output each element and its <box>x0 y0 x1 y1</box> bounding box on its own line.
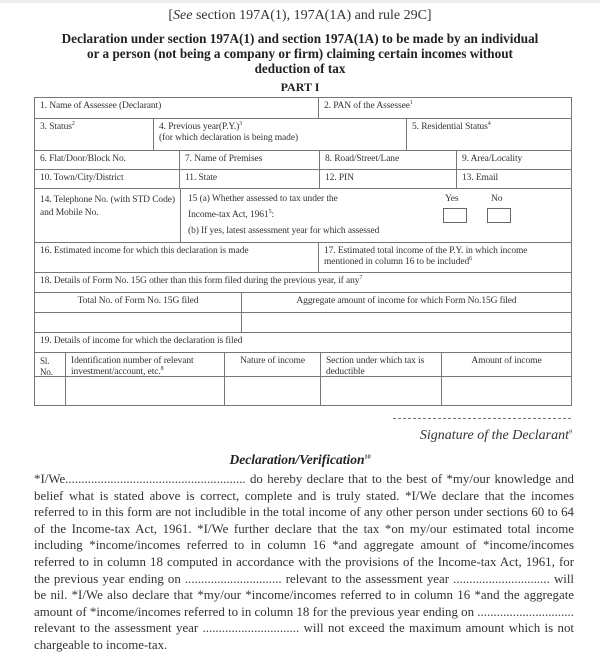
form-15g-total-input[interactable] <box>35 313 242 333</box>
row-section-input[interactable] <box>321 377 442 405</box>
row-sl-no-input[interactable] <box>35 377 66 405</box>
form-title: Declaration under section 197A(1) and section 197A(1A) to be made by an individual or a person (not being a company or firm) claiming certain incomes without deduction of tax <box>61 31 539 76</box>
field-estimated-income[interactable]: 16. Estimated income for which this declaration is made <box>35 243 319 273</box>
row-amount-input[interactable] <box>442 377 571 405</box>
assessed-act: Income-tax Act, 1961$^5$: <box>188 208 275 220</box>
form-15g-total-header: Total No. of Form No. 15G filed <box>35 293 242 313</box>
field-estimated-total-income[interactable]: 17. Estimated total income of the P.Y. in which income mentioned in column 16 to be included$^6$ <box>319 243 571 273</box>
field-town-city-district[interactable]: 10. Town/City/District <box>35 170 180 189</box>
field-telephone[interactable]: 14. Telephone No. (with STD Code) and Mobile No. <box>35 189 181 243</box>
field-state[interactable]: 11. State <box>180 170 320 189</box>
form-15g-details-heading: 18. Details of Form No. 15G other than this form filed during the previous year, if any$^7$ <box>35 273 571 293</box>
col-identification-number: Identification number of relevant investment/account, etc.$^8$ <box>66 353 225 377</box>
field-email[interactable]: 13. Email <box>457 170 571 189</box>
field-previous-year[interactable]: 4. Previous $year(P.Y.)^3$ (for which declaration is being made) <box>154 119 407 151</box>
yes-label: Yes <box>445 194 459 204</box>
row-nature-input[interactable] <box>225 377 321 405</box>
row-identification-input[interactable] <box>66 377 225 405</box>
no-checkbox[interactable] <box>487 208 511 223</box>
section-reference: [See section 197A(1), 197A(1A) and rule 29C] <box>168 8 432 23</box>
field-area-locality[interactable]: 9. Area/Locality <box>457 151 571 170</box>
no-label: No <box>491 194 503 204</box>
col-sl-no: Sl. No. <box>35 353 66 377</box>
signature-line[interactable] <box>393 418 571 419</box>
reference-see: See <box>173 8 193 23</box>
part-heading: PART I <box>280 80 320 94</box>
income-details-heading: 19. Details of income for which the declaration is filed <box>35 333 571 353</box>
field-road-street-lane[interactable]: 8. Road/Street/Lane <box>320 151 457 170</box>
form-15g-aggregate-input[interactable] <box>242 313 571 333</box>
top-border <box>0 0 600 3</box>
latest-assessment-year[interactable]: (b) If yes, latest assessment year for which assessed <box>188 226 380 236</box>
field-status[interactable]: 3. Status$^2$ <box>35 119 154 151</box>
declaration-heading: Declaration/Verification$^{10}$ <box>229 452 371 467</box>
col-section: Section under which tax is deductible <box>321 353 442 377</box>
field-name-of-premises[interactable]: 7. Name of Premises <box>180 151 320 170</box>
field-assessed-to-tax <box>181 189 571 243</box>
col-amount-of-income: Amount of income <box>442 353 571 377</box>
assessed-question: 15 (a) Whether assessed to tax under the <box>188 194 338 204</box>
field-flat-door-block[interactable]: 6. Flat/Door/Block No. <box>35 151 180 170</box>
form-15g-aggregate-header: Aggregate amount of income for which Form No.15G filed <box>242 293 571 313</box>
field-pin[interactable]: 12. PIN <box>320 170 457 189</box>
yes-checkbox[interactable] <box>443 208 467 223</box>
declaration-text: *I/We........................................................ do hereby declare that to the best of *my/our knowledge and belief what is stated above is correct, complete and is truly stated. *I/We declare that the incomes referred to in this form are not includible in the total income of any other person under sections 60 to 64 of the Income-tax Act, 1961. *I/We further declare that the tax *on my/our estimated total income including *income/incomes referred to in column 16 *and aggregate amount of *income/incomes referred to in column 18 computed in accordance with the provisions of the Income-tax Act, 1961, for the previous year ending on .............................. relevant to the assessment year .............................. will be nil. *I/We also declare that *my/our *income/incomes referred to in column 16 *and the aggregate amount of *income/incomes referred to in column 18 for the previous year ending on .............................. relevant to the assessment year .............................. will not exceed the maximum amount which is not chargeable to income-tax. <box>34 472 574 652</box>
declarant-details-table <box>34 97 572 406</box>
signature-label: Signature of the Declarant$^9$ <box>419 428 572 443</box>
field-pan[interactable]: 2. PAN of the Assessee$^1$ <box>319 98 571 119</box>
col-nature-of-income: Nature of income <box>225 353 321 377</box>
field-name-of-assessee[interactable]: 1. Name of Assessee (Declarant) <box>35 98 319 119</box>
field-residential-status[interactable]: 5. Residential Status$^4$ <box>407 119 571 151</box>
